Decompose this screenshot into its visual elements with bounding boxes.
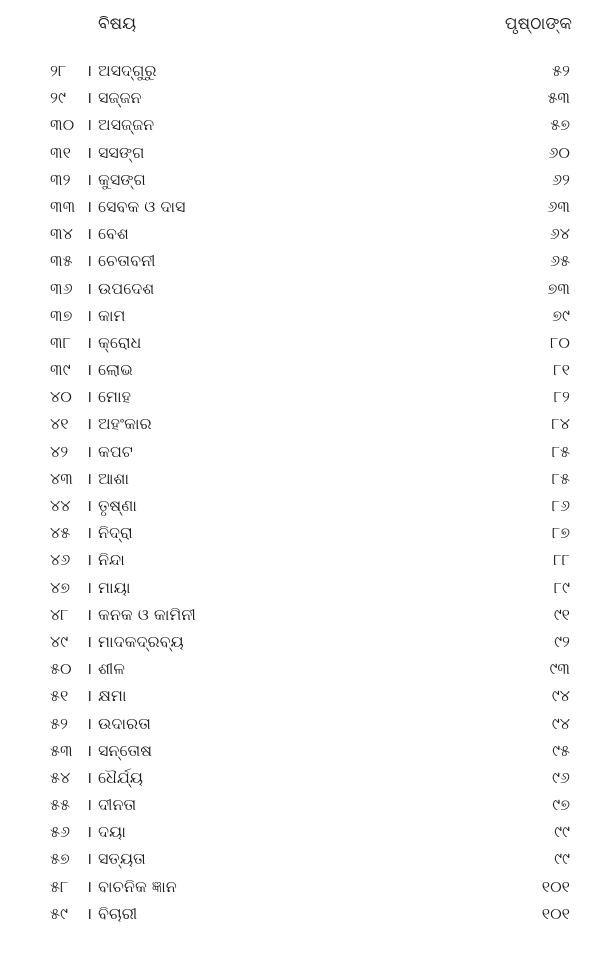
entry-number: ୪୪ [50,496,71,515]
toc-entry [0,818,600,845]
entry-page-number: ୮୭ [551,523,570,543]
entry-separator: । [86,849,93,869]
toc-entry [0,111,600,138]
entry-separator: । [86,224,93,244]
toc-entry [0,873,600,900]
entry-title: ସଜ୍ଜନ [98,88,142,108]
entry-title: ସନ୍ତୋଷ [98,740,153,760]
entry-page-number: ୯୯ [554,849,570,869]
entry-separator: । [86,61,93,80]
entry-number: ୨୯ [50,88,66,108]
entry-number: ୩୧ [50,142,71,162]
entry-page-number: ୮୬ [551,496,570,515]
toc-entry [0,601,600,628]
entry-separator: । [86,686,93,706]
entry-number: ୪୮ [50,604,69,624]
entry-title: ନିନ୍ଦା [98,550,125,570]
toc-entry [0,519,600,546]
entry-separator: । [86,115,93,135]
toc-entry [0,682,600,709]
entry-page-number: ୫୭ [550,115,570,135]
entry-number: ୩୬ [50,278,73,298]
entry-page-number: ୯୨ [554,631,570,651]
entry-number: ୪୩ [50,468,73,488]
entry-page-number: ୯୬ [551,767,570,787]
entry-title: ଧୈର୍ଯ୍ୟ [98,767,143,787]
entry-number: ୫୪ [50,767,71,787]
entry-title: ସସଙ୍ଗ [98,142,145,162]
entry-title: ଆଶା [98,468,130,488]
entry-title: ସେବକ ଓ ଦାସ [98,196,186,216]
toc-entry [0,737,600,764]
entry-title: ମାୟା [98,577,131,597]
entry-separator: । [86,631,93,651]
toc-entry [0,302,600,329]
subject-heading: ବିଷୟ [98,14,137,34]
entry-page-number: ୬୪ [549,224,570,244]
entry-page-number: ୮୮ [553,550,570,570]
entry-number: ୫୦ [50,659,72,679]
entry-page-number: ୯୪ [551,686,570,706]
entry-page-number: ୮୧ [553,360,570,380]
entry-page-number: ୬୦ [548,142,570,162]
entry-page-number: ୧୦୧ [541,876,570,896]
entry-page-number: ୬୩ [547,196,570,216]
entry-title: ବିଚାରୀ [98,903,138,923]
toc-entry [0,900,600,927]
entry-separator: । [86,903,93,923]
entry-title: ବାଚନିକ ଜ୍ଞାନ [98,876,177,896]
entry-title: କାମ [98,305,126,325]
entry-number: ୪୧ [50,414,69,434]
toc-entry [0,492,600,519]
entry-page-number: ୧୦୧ [541,903,570,923]
entry-number: ୨୮ [50,61,67,80]
entry-separator: । [86,577,93,597]
entry-separator: । [86,414,93,434]
entry-number: ୩୪ [50,224,73,244]
entry-separator: । [86,468,93,488]
entry-separator: । [86,142,93,162]
entry-title: ଅହଂକାର [98,414,152,434]
entry-number: ୩୫ [50,251,73,271]
toc-entry [0,57,600,84]
toc-entry [0,791,600,818]
entry-separator: । [86,523,93,543]
toc-entry [0,247,600,274]
entry-separator: । [86,876,93,896]
toc-entry [0,166,600,193]
toc-entry [0,845,600,872]
page-number-heading: ପୃଷ୍ଠାଙ୍କ [504,14,572,34]
entry-title: ଉଦାରତା [98,713,151,733]
entry-separator: । [86,496,93,515]
toc-entry [0,710,600,737]
entry-title: ଅସଦ୍‌ଗୁରୁ [98,61,157,80]
entry-title: ଚେତାବନୀ [98,251,156,271]
toc-entry [0,383,600,410]
entry-page-number: ୫୨ [552,61,570,80]
entry-separator: । [86,604,93,624]
entry-page-number: ୯୯ [554,822,570,842]
entry-title: ତୃଷ୍ଣା [98,496,137,515]
entry-number: ୫୮ [50,876,69,896]
entry-separator: । [86,278,93,298]
entry-separator: । [86,88,93,108]
entry-title: କ୍ରୋଧ [98,332,142,352]
entry-separator: । [86,767,93,787]
entry-separator: । [86,441,93,461]
entry-separator: । [86,795,93,815]
entry-page-number: ୯୧ [553,604,570,624]
entry-page-number: ୯୭ [552,795,570,815]
entry-title: କ୍ଷମା [98,686,127,706]
entry-number: ୩୦ [50,115,75,135]
toc-entry [0,628,600,655]
entry-number: ୫୬ [50,822,71,842]
toc-entry [0,356,600,383]
entry-page-number: ୯୩ [549,659,570,679]
toc-entry [0,275,600,302]
toc-entry [0,84,600,111]
entry-number: ୪୬ [50,550,71,570]
entry-separator: । [86,740,93,760]
toc-entry [0,655,600,682]
entry-separator: । [86,550,93,570]
entry-page-number: ୮୫ [551,441,570,461]
toc-entry [0,193,600,220]
entry-title: ନିଦ୍ରା [98,523,133,543]
entry-title: ଶୀଳ [98,659,125,679]
entry-number: ୫୭ [50,849,70,869]
entry-title: ଦୟା [98,822,126,842]
entry-title: କୁସଙ୍ଗ [98,169,146,189]
entry-title: ମୋହ [98,387,131,407]
toc-entry [0,465,600,492]
entry-page-number: ୮୫ [551,468,570,488]
entry-number: ୩୮ [50,332,71,352]
entry-page-number: ୮୦ [550,332,570,352]
entry-page-number: ୮୨ [553,387,570,407]
entry-separator: । [86,822,93,842]
entry-number: ୪୯ [50,631,69,651]
entry-separator: । [86,360,93,380]
entry-number: ୪୦ [50,387,72,407]
entry-title: ଉପଦେଶ [98,278,155,298]
toc-list [0,57,600,927]
entry-number: ୫୯ [50,903,68,923]
entry-page-number: ୭୯ [552,305,570,325]
toc-entry [0,220,600,247]
entry-separator: । [86,713,93,733]
toc-entry [0,574,600,601]
entry-page-number: ୫୩ [547,88,570,108]
entry-separator: । [86,305,93,325]
entry-separator: । [86,251,93,271]
entry-number: ୪୨ [50,441,69,461]
entry-title: କନକ ଓ କାମିନୀ [98,604,196,624]
toc-entry [0,410,600,437]
entry-title: ଲୋଭ [98,360,133,380]
entry-page-number: ୯୫ [552,740,570,760]
entry-separator: । [86,387,93,407]
entry-separator: । [86,332,93,352]
entry-title: କପଟ [98,441,133,461]
toc-header [0,14,600,44]
entry-page-number: ୯୪ [551,713,570,733]
toc-entry [0,764,600,791]
toc-entry [0,546,600,573]
entry-separator: । [86,196,93,216]
entry-number: ୩୩ [50,196,76,216]
entry-page-number: ୬୫ [549,251,570,271]
entry-page-number: ୮୪ [551,414,570,434]
entry-page-number: ୮୯ [553,577,570,597]
entry-separator: । [86,169,93,189]
entry-title: ଅସଜ୍ଜନ [98,115,155,135]
entry-number: ୪୫ [50,523,71,543]
toc-entry [0,438,600,465]
entry-number: ୫୨ [50,713,68,733]
toc-entry [0,139,600,166]
entry-separator: । [86,659,93,679]
entry-title: ଦୀନତା [98,795,137,815]
entry-number: ୩୨ [50,169,71,189]
entry-number: ୪୭ [50,577,71,597]
entry-page-number: ୬୨ [551,169,570,189]
entry-number: ୫୫ [50,795,70,815]
entry-title: ମାଦକଦ୍ରବ୍ୟ [98,631,184,651]
entry-number: ୫୩ [50,740,73,760]
entry-number: ୫୧ [50,686,69,706]
entry-number: ୩୯ [50,360,71,380]
entry-title: ବେଶ [98,224,129,244]
entry-number: ୩୭ [50,305,73,325]
entry-page-number: ୭୩ [547,278,570,298]
toc-entry [0,329,600,356]
entry-title: ସତ୍ୟତା [98,849,146,869]
